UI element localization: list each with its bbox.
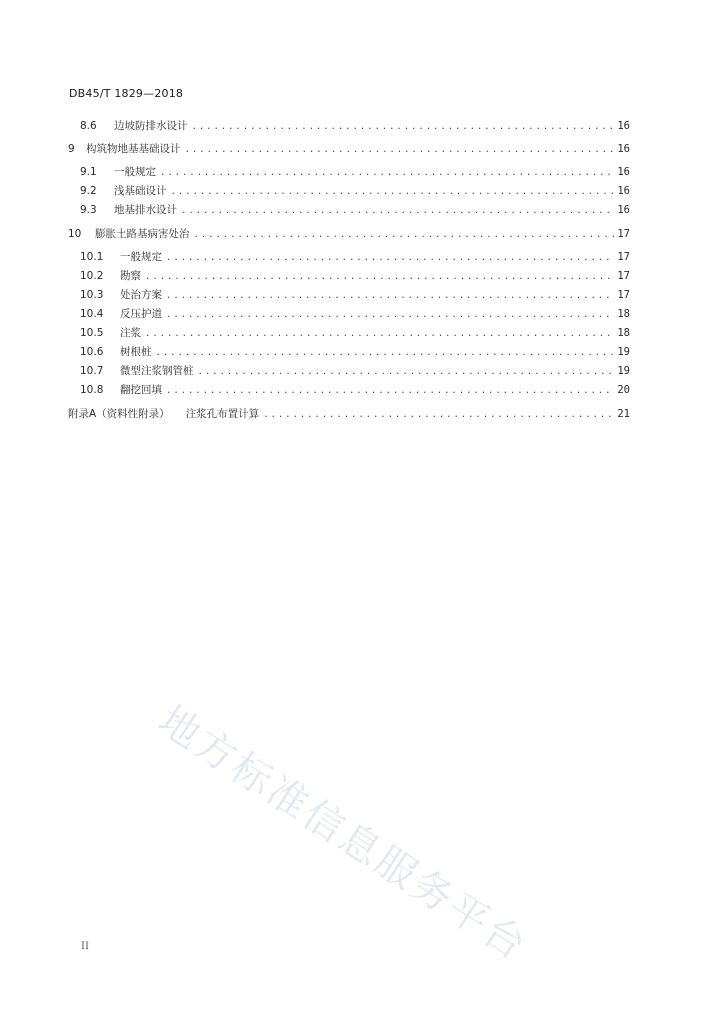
toc-page-number: 18 [617,327,630,339]
toc-title: 勘察 [120,270,141,282]
toc-entry-10-6[interactable] [80,343,630,361]
toc-number: 10 [68,228,82,240]
toc-title: 注浆孔布置计算 [185,408,260,420]
toc-title: 注浆 [120,327,141,339]
toc-page-number: 20 [617,384,630,396]
toc-page-number: 16 [617,204,630,216]
toc-leader-dots [183,141,615,159]
toc-leader-dots [154,344,615,362]
toc-entry-8-6[interactable] [80,117,630,135]
toc-number: 10.8 [80,384,104,396]
toc-entry-10-3[interactable] [80,286,630,304]
toc-entry-10-2[interactable] [80,267,630,285]
toc-number: 10.3 [80,289,104,301]
toc-leader-dots [164,306,614,324]
toc-title: 翻挖回填 [120,384,162,396]
toc-number: 9.3 [80,204,97,216]
toc-title: 边坡防排水设计 [114,120,188,132]
toc-entry-10-7[interactable] [80,362,630,380]
toc-leader-dots [143,268,614,286]
toc-leader-dots [158,164,614,182]
toc-title: 一般规定 [120,251,162,263]
toc-page-number: 19 [617,346,630,358]
toc-number: 10.2 [80,270,104,282]
toc-page-number: 21 [617,408,630,420]
toc-number: 9.1 [80,166,97,178]
toc-page-number: 17 [617,289,630,301]
toc-page-number: 17 [617,228,630,240]
toc-title: 浅基础设计 [114,185,167,197]
toc-entry-9-2[interactable] [80,182,630,200]
toc-entry-10-8[interactable] [80,381,630,399]
toc-leader-dots [261,406,614,424]
toc-number: 10.1 [80,251,104,263]
toc-entry-9-1[interactable] [80,163,630,181]
toc-leader-dots [190,118,615,136]
toc-entry-9[interactable] [68,140,630,158]
toc-number: 8.6 [80,120,97,132]
toc-title: 膨胀土路基病害处治 [95,228,190,240]
toc-entry-appendix-a[interactable] [68,405,630,423]
toc-title: 微型注浆钢管桩 [120,365,194,377]
toc-leader-dots [143,325,614,343]
toc-number: 10.6 [80,346,104,358]
toc-entry-10-1[interactable] [80,248,630,266]
toc-entry-10[interactable] [68,225,630,243]
toc-title: 地基排水设计 [114,204,177,216]
toc-number: 9 [68,143,75,155]
toc-page-number: 16 [617,120,630,132]
toc-page-number: 16 [617,185,630,197]
standard-code-header: DB45/T 1829—2018 [69,87,184,100]
toc-leader-dots [164,287,614,305]
toc-number: 10.7 [80,365,104,377]
toc-page-number: 19 [617,365,630,377]
toc-title: 构筑物地基基础设计 [86,143,181,155]
toc-title: 反压护道 [120,308,162,320]
watermark-text: 地方标准信息服务平台 [150,697,536,971]
toc-number: 10.5 [80,327,104,339]
toc-number: 9.2 [80,185,97,197]
toc-leader-dots [179,202,614,220]
toc-entry-9-3[interactable] [80,201,630,219]
toc-leader-dots [192,226,615,244]
toc-leader-dots [169,183,615,201]
toc-page-number: 16 [617,143,630,155]
page-number-footer: II [81,941,89,952]
toc-leader-dots [196,363,615,381]
toc-number: 10.4 [80,308,104,320]
toc-entry-10-4[interactable] [80,305,630,323]
toc-page-number: 17 [617,270,630,282]
toc-leader-dots [164,249,614,267]
toc-page-number: 17 [617,251,630,263]
toc-title: 处治方案 [120,289,162,301]
toc-leader-dots [164,382,614,400]
toc-page-number: 18 [617,308,630,320]
toc-number: 附录A（资料性附录） [68,408,170,420]
toc-title: 一般规定 [114,166,156,178]
toc-page-number: 16 [617,166,630,178]
toc-title: 树根桩 [120,346,152,358]
toc-entry-10-5[interactable] [80,324,630,342]
